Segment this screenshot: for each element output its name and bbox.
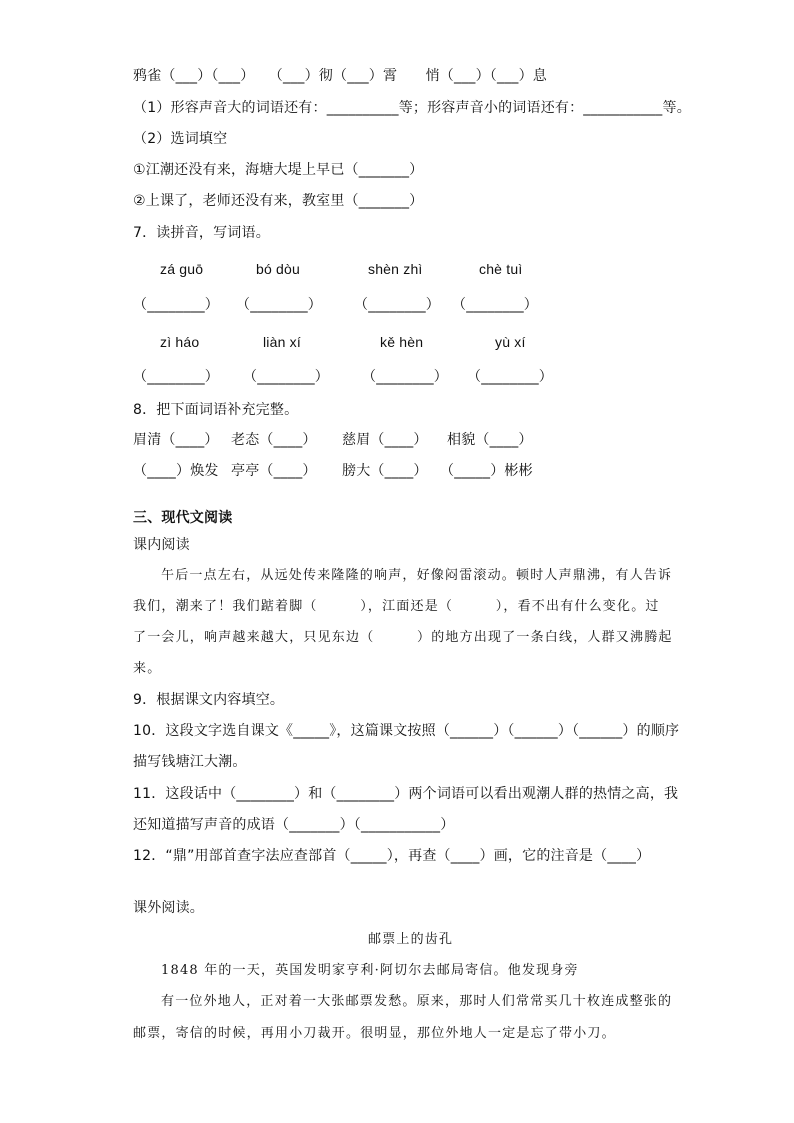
q10-line-1: 10．这段文字选自课文《_____》，这篇课文按照（______）（______）（______）的顺序 [133,723,680,739]
article-line-2: 有一位外地人，正对着一大张邮票发愁。原来，那时人们常常买几十枚连成整张的 [161,994,673,1009]
q11-line-1: 11．这段话中（________）和（________）两个词语可以看出观潮人群的热情之高，我 [133,786,679,802]
section-heading: 三、现代文阅读 [133,510,233,526]
q7-answer-blank: （________） [243,369,329,385]
out-class-reading-label: 课外阅读。 [133,900,204,916]
q8-idiom-5: （____）焕发 [133,463,219,479]
q7-answer-blank: （________） [354,297,440,313]
q9-text: 9．根据课文内容填空。 [133,692,285,708]
q6-sub-question-1: （1）形容声音大的词语还有：__________等；形容声音小的词语还有：___________等。 [133,100,691,116]
q12-text: 12．“鼎”用部首查字法应查部首（_____），再查（____）画，它的注音是（____） [133,848,651,864]
q7-title: 7．读拼音，写词语。 [133,225,270,241]
q11-line-2: 还知道描写声音的成语（_______）（___________） [133,817,455,833]
q7-pinyin-6: liàn xí [263,334,301,350]
q7-pinyin-1: zá guō [160,261,204,277]
q8-idiom-4: 相貌（____） [447,432,533,448]
q6-sentence-2: ②上课了，老师还没有来，教室里（_______） [133,193,424,209]
q7-answer-blank: （________） [467,369,553,385]
article-title: 邮票上的齿孔 [368,932,454,947]
in-class-reading-label: 课内阅读 [133,537,190,553]
article-line-3: 邮票，寄信的时候，再用小刀裁开。很明显，那位外地人一定是忘了带小刀。 [133,1026,616,1041]
passage-line-4: 来。 [133,661,162,676]
q7-pinyin-4: chè tuì [479,261,523,277]
q8-idiom-2: 老态（____） [231,432,317,448]
q7-answer-blank: （________） [133,369,219,385]
q8-idiom-6: 亭亭（____） [231,463,317,479]
q7-answer-blank: （________） [362,369,448,385]
article-line-1: 1848 年的一天，英国发明家亨利·阿切尔去邮局寄信。他发现身旁 [161,963,579,978]
q8-idiom-3: 慈眉（____） [342,432,428,448]
q6-sentence-1: ①江潮还没有来，海塘大堤上早已（_______） [133,162,424,178]
passage-line-3: 了一会儿，响声越来越大，只见东边（ ）的地方出现了一条白线，人群又沸腾起 [133,630,673,645]
passage-line-2: 我们，潮来了！我们踮着脚（ ），江面还是（ ），看不出有什么变化。过 [133,599,660,614]
q7-answer-blank: （________） [133,297,219,313]
q6-sub-question-2: （2）选词填空 [133,131,228,147]
q8-title: 8．把下面词语补充完整。 [133,402,299,418]
q8-idiom-1: 眉清（____） [133,432,219,448]
q6-word-row: 鸦雀（___）（___） （___）彻（___）霄 悄（___）（___）息 [133,68,547,84]
q7-pinyin-3: shèn zhì [368,261,423,277]
q7-pinyin-2: bó dòu [256,261,301,277]
q7-pinyin-8: yù xí [495,334,526,350]
q7-pinyin-7: kě hèn [380,334,424,350]
passage-line-1: 午后一点左右，从远处传来隆隆的响声，好像闷雷滚动。顿时人声鼎沸，有人告诉 [161,568,673,583]
q10-line-2: 描写钱塘江大潮。 [133,754,247,770]
q7-pinyin-5: zì háo [160,334,200,350]
q8-idiom-7: 膀大（____） [342,463,428,479]
q7-answer-blank: （________） [452,297,538,313]
q7-answer-blank: （________） [236,297,322,313]
q8-idiom-8: （_____）彬彬 [440,463,533,479]
